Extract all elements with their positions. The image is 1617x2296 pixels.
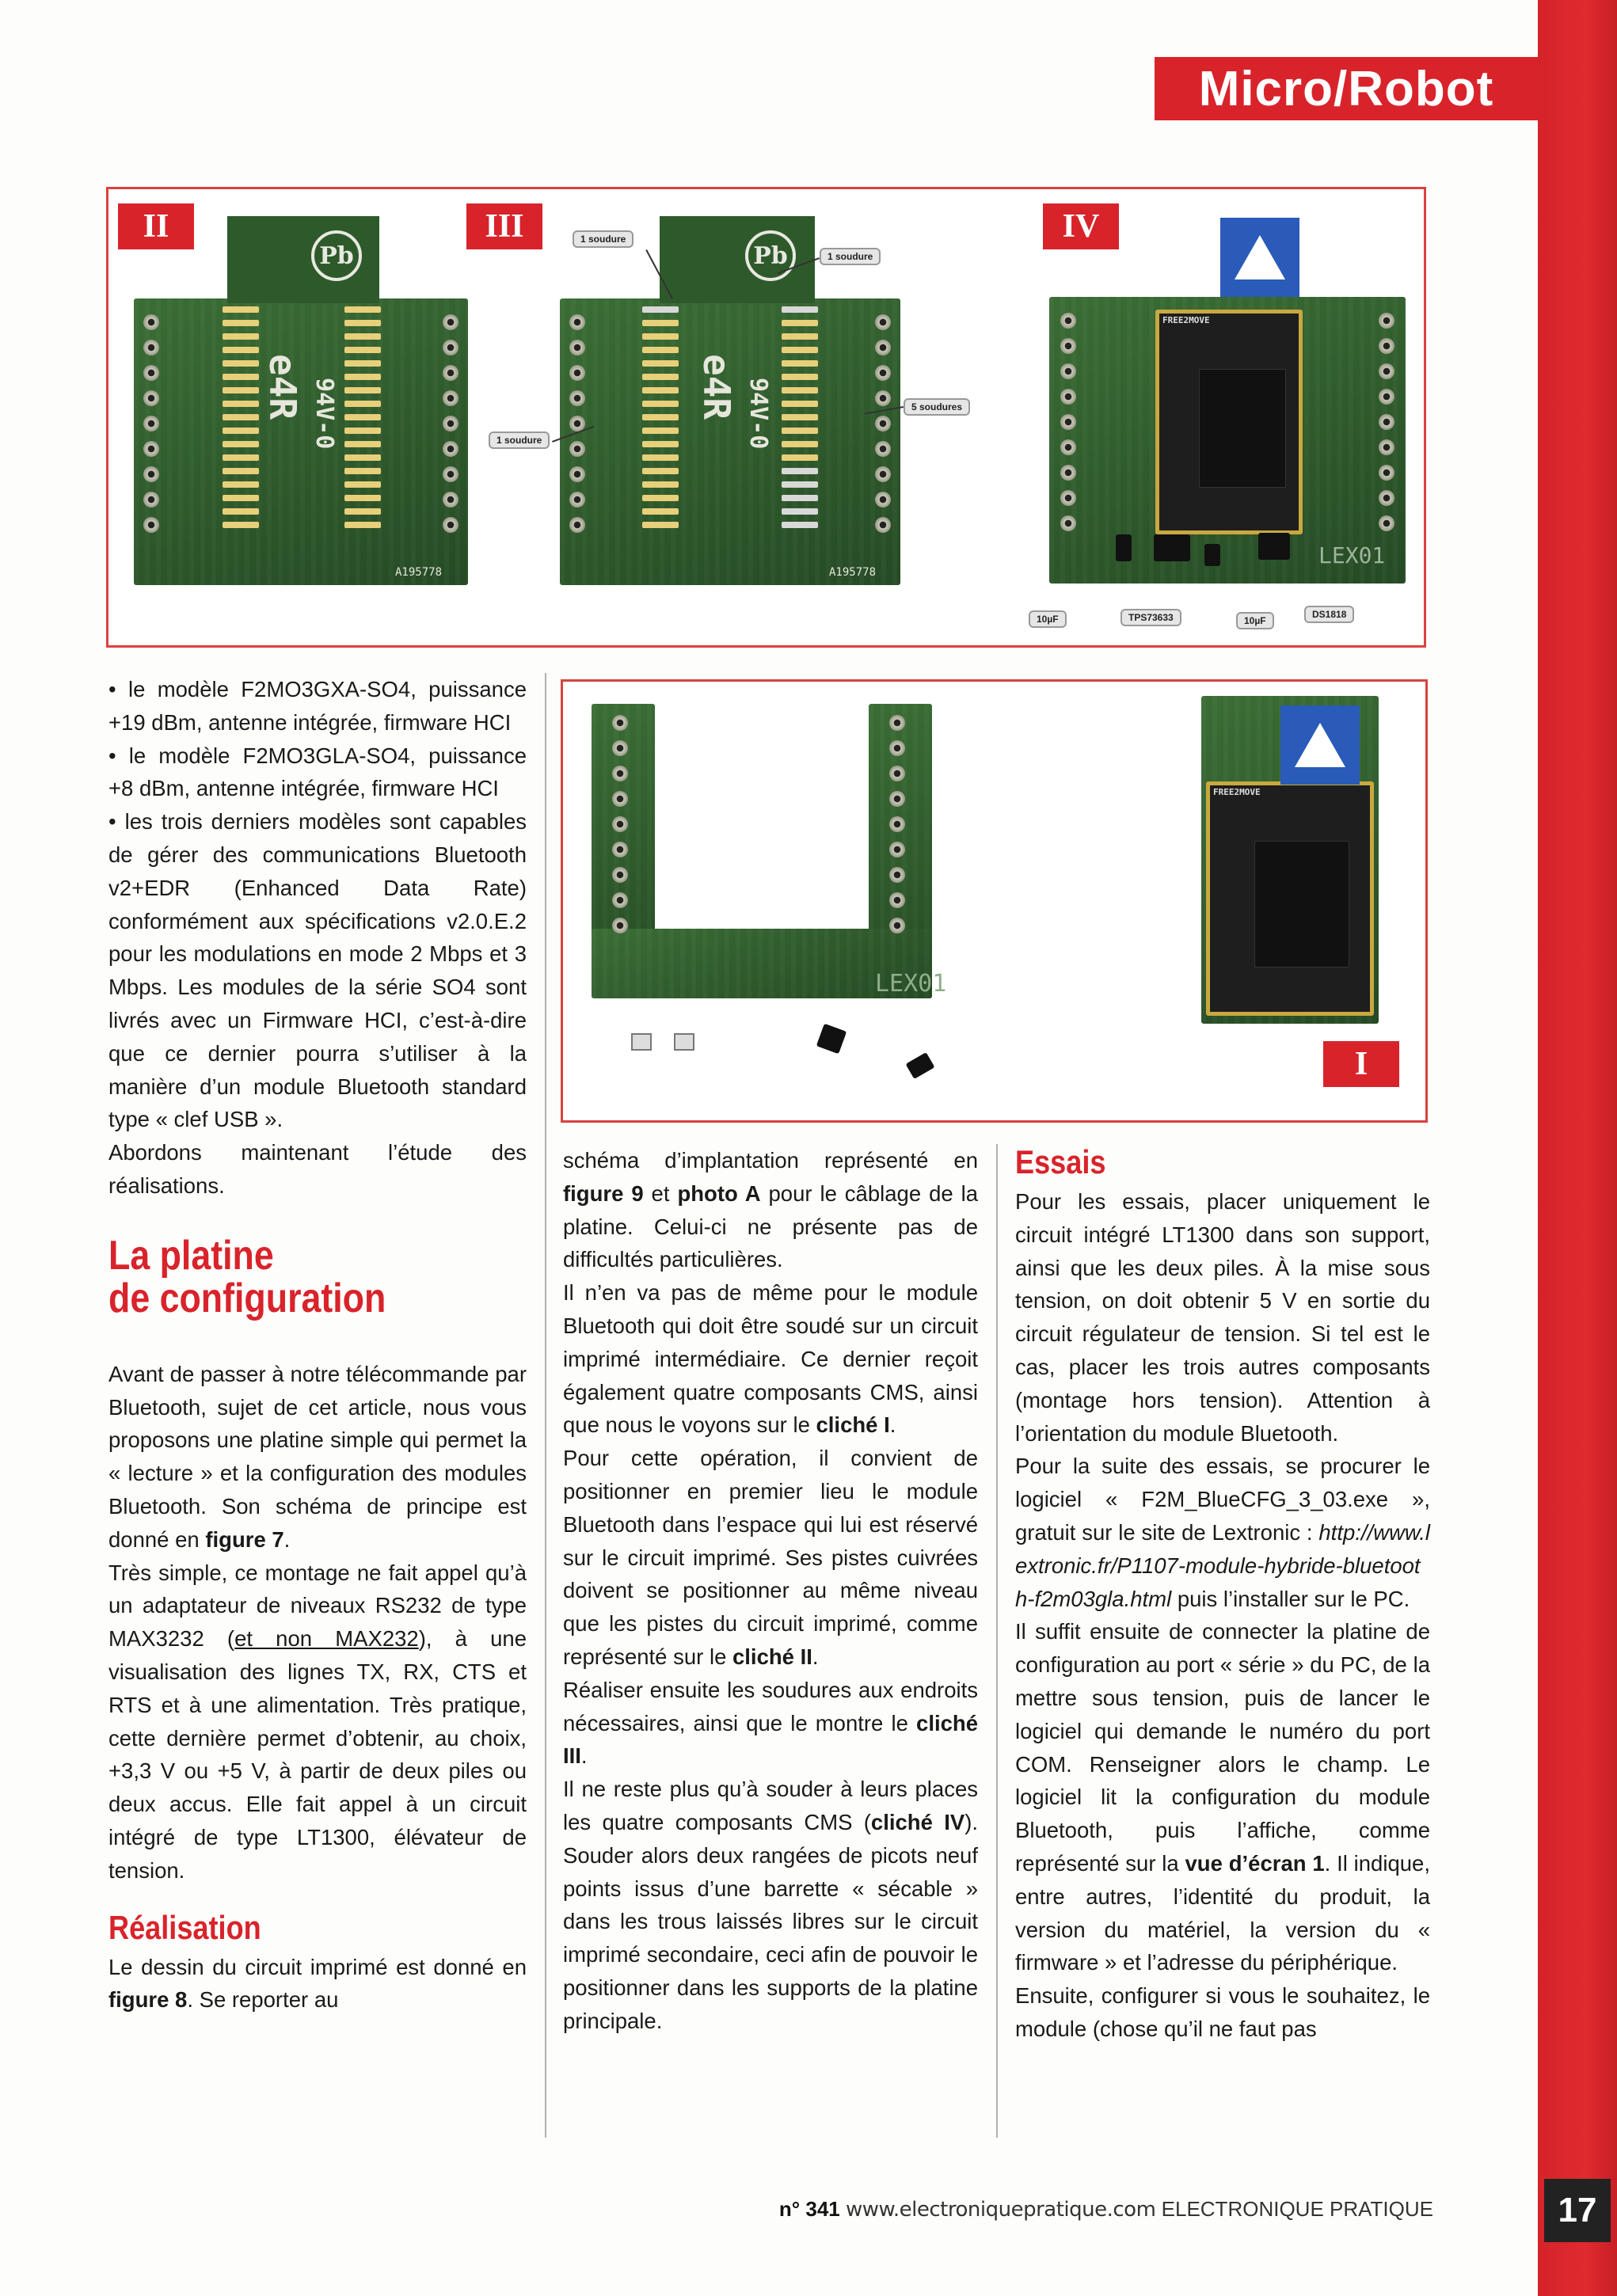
bluetooth-module (1206, 781, 1374, 1016)
paragraph: Ensuite, configurer si vous le souhaitez, le module (chose qu’il ne faut pas (1015, 1983, 1430, 2041)
page-number: 17 (1544, 2179, 1611, 2242)
photo-panel-top (106, 187, 1426, 648)
heading-line: La platine (108, 1232, 274, 1279)
paragraph: Le dessin du circuit imprimé est donné en figure 8. Se reporter au (108, 1954, 527, 2013)
paragraph: Réaliser ensuite les soudures aux endroits nécessaires, ainsi que le montre le cliché III. (563, 1677, 978, 1769)
bluetooth-module (1155, 310, 1303, 534)
bullet-item: • le modèle F2MO3GXA-SO4, puissance +19 dBm, antenne intégrée, firmware HCI (108, 677, 527, 735)
callout-soudures: 5 soudures (904, 398, 970, 416)
lextronic-link[interactable]: http://www.lextronic.fr/P1107-module-hybride-bluetooth-f2m03gla.html (1015, 1519, 1430, 1611)
callout-regulator: TPS73633 (1120, 609, 1181, 626)
silk-94v: 94V-0 (310, 378, 338, 450)
module-label: FREE2MOVE (1213, 787, 1261, 797)
board-label: LEX01 (875, 970, 947, 998)
paragraph: Pour la suite des essais, se procurer le logiciel « F2M_BlueCFG_3_03.exe », gratuit sur le site de Lextronic : http://www.lextronic.fr/P1107-module-hybride-bluetooth-f2m03gla.html puis l’installer sur le PC. (1015, 1454, 1430, 1611)
silk-94v: 94V-0 (744, 378, 772, 450)
paragraph: schéma d’implantation représenté en figure 9 et photo A pour le câblage de la platine. Celui-ci ne présente pas de difficultés particulières. (563, 1148, 978, 1272)
paragraph: Pour cette opération, il convient de positionner en premier lieu le module Bluetooth dans l’espace qui lui est réservé sur le circuit imprimé. Ses pistes cuivrées doivent se positionner au même niveau que les pistes du circuit imprimé, comme représenté sur le cliché II. (563, 1446, 978, 1669)
text-column-1 (108, 673, 527, 2017)
pcb-photo-iv (1049, 297, 1406, 584)
website-url[interactable]: www.electroniquepratique.com (846, 2198, 1156, 2222)
callout-capacitor: 10µF (1236, 612, 1274, 629)
board-code: A195778 (829, 566, 877, 579)
photo-label-iv: IV (1043, 203, 1119, 249)
callout-soudure: 1 soudure (820, 248, 881, 265)
subsection-heading: Essais (1015, 1143, 1106, 1180)
heading-line: de configuration (108, 1275, 386, 1321)
photo-panel-middle (561, 679, 1428, 1123)
module-label: FREE2MOVE (1162, 315, 1210, 325)
paragraph: Pour les essais, placer uniquement le circuit intégré LT1300 dans son support, ainsi que les deux piles. À la mise sous tension, on doit obtenir 5 V en sortie du circuit régulateur de tension. Si tel est le cas, placer les trois autres composants (montage hors tension). Attention à l’orientation du module Bluetooth. (1015, 1189, 1430, 1446)
subsection-heading: Réalisation (108, 1908, 261, 1946)
silk-e4r: e4R (695, 354, 738, 420)
paragraph: Avant de passer à notre télécommande par Bluetooth, sujet de cet article, nous vous proposons une platine simple qui permet la « lecture » et la configuration des modules Bluetooth. Son schéma de principe est donné en figure 7. (108, 1361, 527, 1552)
callout-soudure: 1 soudure (573, 230, 633, 248)
photo-label-ii: II (118, 203, 194, 249)
silk-e4r: e4R (261, 354, 304, 420)
paragraph: Très simple, ce montage ne fait appel qu’à un adaptateur de niveaux RS232 de type MAX3232 (et non MAX232), à une visualisation des lignes TX, RX, CTS et RTS et à une alimentation. Très pratique, cette dernière permet d’obtenir, au choix, +3,3 V ou +5 V, à partir de deux piles ou deux accus. Elle fait appel à un circuit intégré de type LT1300, élévateur de tension. (108, 1560, 527, 1883)
photo-label-i: I (1323, 1041, 1399, 1087)
side-color-band (1538, 0, 1617, 2296)
text-column-3 (1015, 1144, 1430, 2046)
paragraph: Il ne reste plus qu’à souder à leurs places les quatre composants CMS (cliché IV). Souder alors deux rangées de picots neuf points issus d’une barrette « sécable » dans les trous laissés libres sur le circuit imprimé secondaire, ceci afin de pouvoir le positionner dans les supports de la platine principale. (563, 1777, 978, 2033)
board-label: LEX01 (1318, 542, 1386, 568)
bluetooth-logo-icon (1220, 218, 1299, 297)
pb-logo: Pb (745, 230, 796, 281)
bullet-item: • les trois derniers modèles sont capables de gérer des communications Bluetooth v2+EDR (Enhanced Data Rate) conformément aux spécifications v2.0.E.2 pour les modulations en mode 2 Mbps et 3 Mbps. Les modules de la série SO4 sont livrés avec un Firmware HCI, c’est-à-dire que ce dernier pourra s’utiliser à la manière d’un module Bluetooth standard type « clef USB ». (108, 809, 527, 1132)
pcb-photo-ii (134, 241, 468, 585)
paragraph: Il suffit ensuite de connecter la platine de configuration au port « série » du PC, de la mettre sous tension, puis de lancer le logiciel qui demande le numéro du port COM. Renseigner alors le champ. Le logiciel lit la configuration du module Bluetooth, puis l’affiche, comme représenté sur la vue d’écran 1. Il indique, entre autres, l’identité du produit, la version du matériel, la version du « firmware » et l’adresse du périphérique. (1015, 1619, 1430, 1975)
pb-logo: Pb (311, 230, 362, 281)
paragraph: Il n’en va pas de même pour le module Bluetooth qui doit être soudé sur un circuit imprimé intermédiaire. Ce dernier reçoit également quatre composants CMS, ainsi que nous le voyons sur le cliché I. (563, 1280, 978, 1438)
callout-soudure: 1 soudure (489, 431, 550, 449)
bullet-item: • le modèle F2MO3GLA-SO4, puissance +8 dBm, antenne intégrée, firmware HCI (108, 743, 527, 801)
board-code: A195778 (395, 566, 443, 579)
section-tag: Micro/Robot (1155, 57, 1538, 120)
paragraph: Abordons maintenant l’étude des réalisations. (108, 1140, 527, 1198)
section-heading (108, 1234, 468, 1320)
callout-capacitor: 10µF (1029, 610, 1067, 628)
issue-number: n° 341 (778, 2197, 840, 2221)
bluetooth-logo-icon (1280, 705, 1360, 785)
photo-label-iii: III (466, 203, 542, 249)
page-footer (649, 2197, 1433, 2222)
text-column-2 (563, 1144, 978, 2038)
magazine-name: ELECTRONIQUE PRATIQUE (1161, 2197, 1433, 2221)
callout-ds1818: DS1818 (1304, 606, 1354, 623)
